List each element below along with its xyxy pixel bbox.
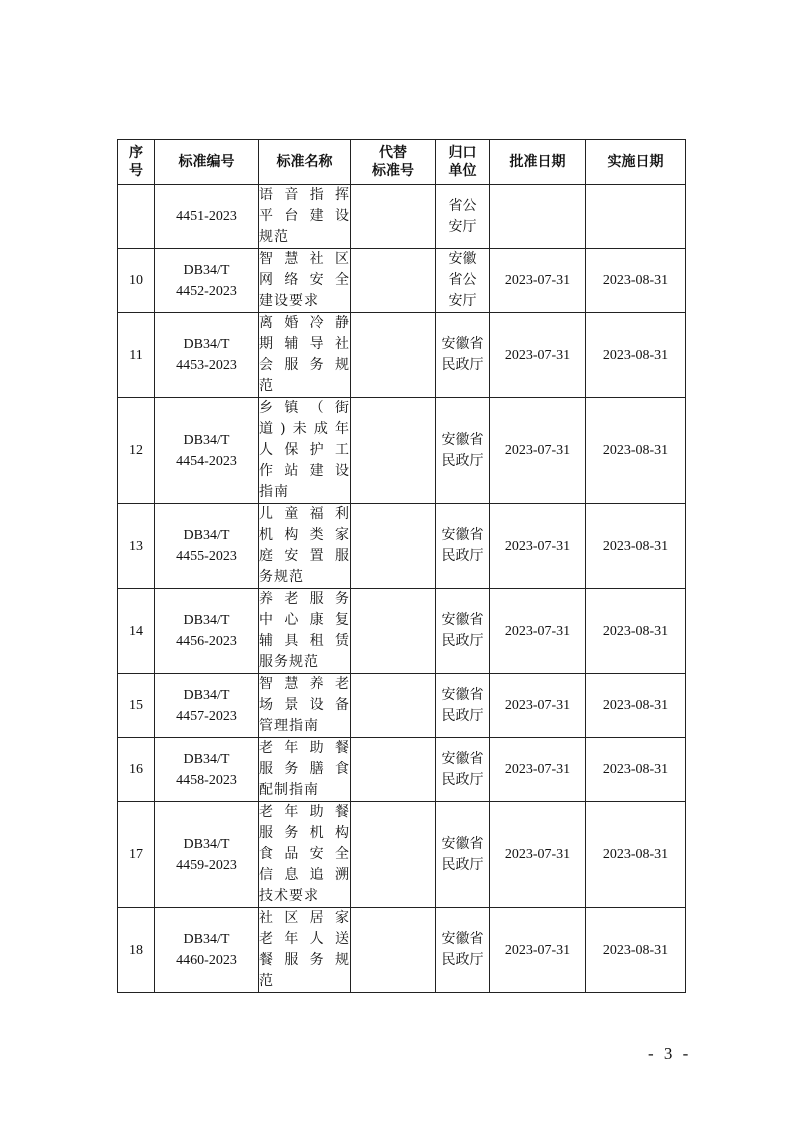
cell-implement-date: 2023-08-31 <box>586 802 686 908</box>
cell-seq <box>118 185 155 249</box>
cell-replaced-standard <box>351 185 436 249</box>
cell-implement-date: 2023-08-31 <box>586 908 686 993</box>
cell-approve-date: 2023-07-31 <box>490 504 586 589</box>
cell-responsible-unit: 安徽省 民政厅 <box>436 313 490 398</box>
cell-responsible-unit: 安徽省 民政厅 <box>436 504 490 589</box>
table-row <box>118 589 686 674</box>
cell-approve-date: 2023-07-31 <box>490 674 586 738</box>
cell-approve-date <box>490 185 586 249</box>
cell-standard-name: 老年助餐 服务膳食 配制指南 <box>259 738 351 802</box>
cell-standard-code: DB34/T 4456-2023 <box>155 589 259 674</box>
cell-replaced-standard <box>351 398 436 504</box>
cell-implement-date: 2023-08-31 <box>586 249 686 313</box>
cell-seq: 11 <box>118 313 155 398</box>
table-body <box>118 185 686 993</box>
cell-responsible-unit: 省公 安厅 <box>436 185 490 249</box>
cell-implement-date: 2023-08-31 <box>586 738 686 802</box>
cell-implement-date: 2023-08-31 <box>586 674 686 738</box>
cell-standard-code: DB34/T 4460-2023 <box>155 908 259 993</box>
cell-approve-date: 2023-07-31 <box>490 802 586 908</box>
cell-seq: 18 <box>118 908 155 993</box>
cell-replaced-standard <box>351 802 436 908</box>
cell-approve-date: 2023-07-31 <box>490 908 586 993</box>
cell-standard-name: 智慧养老 场景设备 管理指南 <box>259 674 351 738</box>
cell-replaced-standard <box>351 589 436 674</box>
header-code: 标准编号 <box>155 140 259 185</box>
cell-implement-date: 2023-08-31 <box>586 589 686 674</box>
cell-responsible-unit: 安徽省 民政厅 <box>436 589 490 674</box>
header-replace: 代替 标准号 <box>351 140 436 185</box>
cell-approve-date: 2023-07-31 <box>490 589 586 674</box>
header-row <box>118 140 686 185</box>
cell-standard-code: 4451-2023 <box>155 185 259 249</box>
cell-approve-date: 2023-07-31 <box>490 398 586 504</box>
header-approve-date: 批准日期 <box>490 140 586 185</box>
header-name: 标准名称 <box>259 140 351 185</box>
table-row <box>118 398 686 504</box>
cell-standard-name: 智慧社区 网络安全 建设要求 <box>259 249 351 313</box>
cell-responsible-unit: 安徽省 民政厅 <box>436 908 490 993</box>
cell-implement-date <box>586 185 686 249</box>
cell-seq: 15 <box>118 674 155 738</box>
cell-responsible-unit: 安徽省 民政厅 <box>436 674 490 738</box>
cell-seq: 10 <box>118 249 155 313</box>
page-number: - 3 - <box>648 1044 692 1063</box>
table-row <box>118 185 686 249</box>
cell-replaced-standard <box>351 313 436 398</box>
cell-standard-code: DB34/T 4455-2023 <box>155 504 259 589</box>
cell-standard-name: 儿童福利 机构类家 庭安置服 务规范 <box>259 504 351 589</box>
cell-seq: 14 <box>118 589 155 674</box>
cell-seq: 16 <box>118 738 155 802</box>
cell-standard-name: 语音指挥 平台建设 规范 <box>259 185 351 249</box>
cell-standard-code: DB34/T 4453-2023 <box>155 313 259 398</box>
header-implement-date: 实施日期 <box>586 140 686 185</box>
cell-approve-date: 2023-07-31 <box>490 249 586 313</box>
cell-standard-code: DB34/T 4452-2023 <box>155 249 259 313</box>
cell-standard-code: DB34/T 4457-2023 <box>155 674 259 738</box>
cell-standard-name: 社区居家 老年人送 餐服务规 范 <box>259 908 351 993</box>
cell-responsible-unit: 安徽省 民政厅 <box>436 802 490 908</box>
cell-standard-code: DB34/T 4458-2023 <box>155 738 259 802</box>
cell-standard-name: 老年助餐 服务机构 食品安全 信息追溯 技术要求 <box>259 802 351 908</box>
cell-standard-code: DB34/T 4454-2023 <box>155 398 259 504</box>
cell-implement-date: 2023-08-31 <box>586 313 686 398</box>
cell-seq: 13 <box>118 504 155 589</box>
table-row <box>118 313 686 398</box>
table-row <box>118 802 686 908</box>
table-row <box>118 738 686 802</box>
standards-table <box>117 139 686 993</box>
cell-standard-code: DB34/T 4459-2023 <box>155 802 259 908</box>
table-row <box>118 908 686 993</box>
cell-implement-date: 2023-08-31 <box>586 398 686 504</box>
cell-responsible-unit: 安徽省 民政厅 <box>436 738 490 802</box>
cell-standard-name: 乡镇（街 道)未成年 人保护工 作站建设 指南 <box>259 398 351 504</box>
table-row <box>118 674 686 738</box>
table-row <box>118 249 686 313</box>
cell-replaced-standard <box>351 738 436 802</box>
cell-approve-date: 2023-07-31 <box>490 313 586 398</box>
cell-replaced-standard <box>351 249 436 313</box>
cell-responsible-unit: 安徽省 民政厅 <box>436 398 490 504</box>
cell-seq: 12 <box>118 398 155 504</box>
table-row <box>118 504 686 589</box>
cell-standard-name: 离婚冷静 期辅导社 会服务规 范 <box>259 313 351 398</box>
header-seq: 序 号 <box>118 140 155 185</box>
cell-seq: 17 <box>118 802 155 908</box>
cell-replaced-standard <box>351 504 436 589</box>
header-unit: 归口 单位 <box>436 140 490 185</box>
cell-implement-date: 2023-08-31 <box>586 504 686 589</box>
cell-replaced-standard <box>351 674 436 738</box>
cell-standard-name: 养老服务 中心康复 辅具租赁 服务规范 <box>259 589 351 674</box>
cell-responsible-unit: 安徽 省公 安厅 <box>436 249 490 313</box>
cell-approve-date: 2023-07-31 <box>490 738 586 802</box>
cell-replaced-standard <box>351 908 436 993</box>
